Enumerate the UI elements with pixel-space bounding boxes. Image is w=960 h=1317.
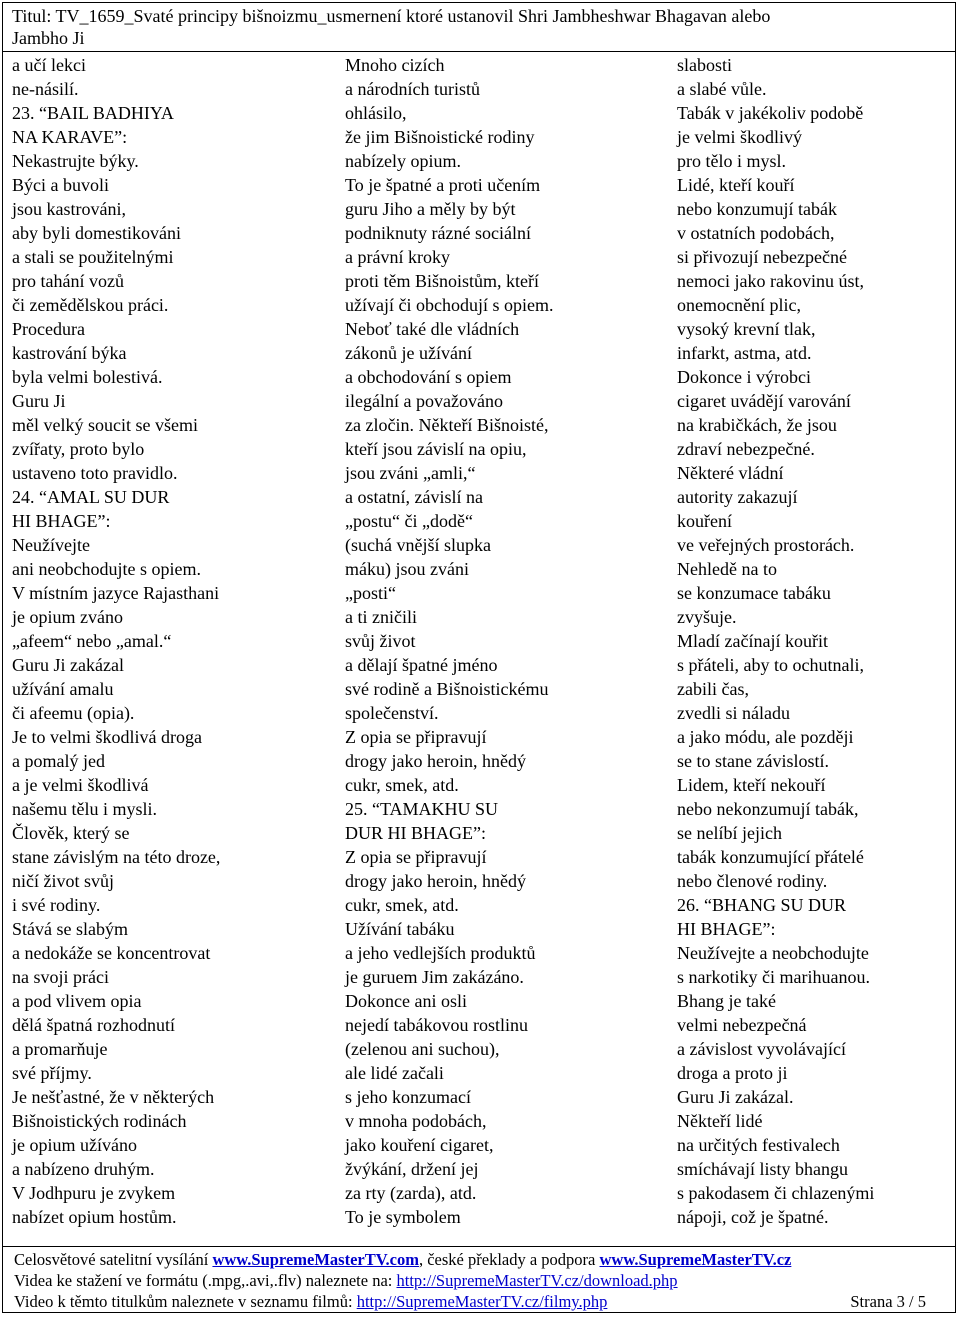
text-line: a závislost vyvolávající — [677, 1039, 846, 1059]
text-line: Někteří lidé — [677, 1111, 763, 1131]
text-line: „afeem“ nebo „amal.“ — [12, 631, 172, 651]
title-line-2: Jambho Ji — [12, 28, 85, 48]
text-line: Dokonce ani osli — [345, 991, 467, 1011]
supremetv-com-link[interactable]: www.SupremeMasterTV.com — [212, 1250, 419, 1269]
text-line: že jim Bišnoistické rodiny — [345, 127, 535, 147]
text-line: autority zakazují — [677, 487, 798, 507]
text-line: jsou kastrováni, — [12, 199, 126, 219]
text-line: Stává se slabým — [12, 919, 128, 939]
text-line: kteří jsou závislí na opiu, — [345, 439, 527, 459]
text-line: se nelíbí jejich — [677, 823, 782, 843]
text-line: Lidé, kteří kouří — [677, 175, 795, 195]
text-line: žvýkání, držení jej — [345, 1159, 479, 1179]
text-line: cukr, smek, atd. — [345, 775, 459, 795]
text-line: proti těm Bišnoistům, kteří — [345, 271, 539, 291]
text-line: s pakodasem či chlazenými — [677, 1183, 875, 1203]
text-line: v ostatních podobách, — [677, 223, 835, 243]
text-line: a právní kroky — [345, 247, 450, 267]
text-column-2 — [345, 53, 553, 1229]
document-title — [2, 2, 956, 52]
text-line: či afeemu (opia). — [12, 703, 135, 723]
films-link[interactable]: http://SupremeMasterTV.cz/filmy.php — [356, 1292, 608, 1311]
text-line: Člověk, který se — [12, 823, 130, 843]
text-line: Z opia se připravují — [345, 727, 487, 747]
text-line: a ostatní, závislí na — [345, 487, 483, 507]
text-line: HI BHAGE”: — [677, 919, 776, 939]
text-line: a pod vlivem opia — [12, 991, 142, 1011]
text-line: nebo nekonzumují tabák, — [677, 799, 859, 819]
text-line: Je nešťastné, že v některých — [12, 1087, 215, 1107]
text-line: To je symbolem — [345, 1207, 461, 1227]
text-line: droga a proto ji — [677, 1063, 788, 1083]
text-line: nabízely opium. — [345, 151, 461, 171]
text-line: si přivozují nebezpečné — [677, 247, 847, 267]
text-line: na svoji práci — [12, 967, 109, 987]
text-line: a promarňuje — [12, 1039, 108, 1059]
text-line: zdraví nebezpečné. — [677, 439, 815, 459]
text-line: Dokonce i výrobci — [677, 367, 811, 387]
text-line: kouření — [677, 511, 732, 531]
text-line: ohlásilo, — [345, 103, 407, 123]
text-line: Užívání tabáku — [345, 919, 455, 939]
text-line: na určitých festivalech — [677, 1135, 840, 1155]
text-line: a jako módu, ale později — [677, 727, 854, 747]
text-line: velmi nebezpečná — [677, 1015, 807, 1035]
text-line: Z opia se připravují — [345, 847, 487, 867]
text-line: (zelenou ani suchou), — [345, 1039, 500, 1059]
footer-line-2 — [14, 1270, 956, 1291]
text-line: a slabé vůle. — [677, 79, 767, 99]
text-line: Guru Ji — [12, 391, 66, 411]
text-line: zvířaty, proto bylo — [12, 439, 145, 459]
text-line: nemoci jako rakovinu úst, — [677, 271, 864, 291]
text-line: cigaret uvádějí varování — [677, 391, 851, 411]
text-line: je guruem Jim zakázáno. — [345, 967, 524, 987]
text-line: HI BHAGE”: — [12, 511, 111, 531]
text-line: a ti zničili — [345, 607, 417, 627]
text-line: je opium užíváno — [12, 1135, 137, 1155]
text-line: jako kouření cigaret, — [345, 1135, 494, 1155]
text-line: a je velmi škodlivá — [12, 775, 149, 795]
text-line: smíchávají listy bhangu — [677, 1159, 848, 1179]
text-line: v mnoha podobách, — [345, 1111, 487, 1131]
text-line: nejedí tabákovou rostlinu — [345, 1015, 528, 1035]
text-line: se to stane závislostí. — [677, 751, 829, 771]
text-line: našemu tělu i mysli. — [12, 799, 157, 819]
text-line: Některé vládní — [677, 463, 784, 483]
text-line: tabák konzumující přátelé — [677, 847, 864, 867]
text-line: dělá špatná rozhodnutí — [12, 1015, 175, 1035]
text-line: s přáteli, aby to ochutnali, — [677, 655, 864, 675]
text-line: i své rodiny. — [12, 895, 101, 915]
text-line: Guru Ji zakázal. — [677, 1087, 794, 1107]
text-line: s jeho konzumací — [345, 1087, 471, 1107]
text-line: Býci a buvoli — [12, 175, 109, 195]
page-footer — [2, 1246, 956, 1313]
text-line: je opium zváno — [12, 607, 123, 627]
text-line: V Jodhpuru je zvykem — [12, 1183, 176, 1203]
text-line: měl velký soucit se všemi — [12, 415, 198, 435]
text-line: Neboť také dle vládních — [345, 319, 520, 339]
text-line: Neužívejte — [12, 535, 90, 555]
text-line: To je špatné a proti učením — [345, 175, 541, 195]
text-line: Guru Ji zakázal — [12, 655, 124, 675]
text-line: za rty (zarda), atd. — [345, 1183, 477, 1203]
text-line: ne-násilí. — [12, 79, 79, 99]
text-line: Bišnoistických rodinách — [12, 1111, 187, 1131]
text-line: s narkotiky či marihuanou. — [677, 967, 870, 987]
footer-films-text: Video k těmto titulkům naleznete v seznamu filmů: — [14, 1292, 357, 1311]
text-line: kastrování býka — [12, 343, 127, 363]
download-link[interactable]: http://SupremeMasterTV.cz/download.php — [396, 1271, 678, 1290]
text-line: 25. “TAMAKHU SU — [345, 799, 499, 819]
text-line: NA KARAVE”: — [12, 127, 128, 147]
text-line: užívání amalu — [12, 679, 114, 699]
text-line: a nedokáže se koncentrovat — [12, 943, 211, 963]
text-line: onemocnění plic, — [677, 295, 801, 315]
text-line: nebo členové rodiny. — [677, 871, 828, 891]
text-line: zákonů je užívání — [345, 343, 472, 363]
text-line: Neužívejte a neobchodujte — [677, 943, 869, 963]
text-line: 23. “BAIL BADHIYA — [12, 103, 174, 123]
text-line: ustaveno toto pravidlo. — [12, 463, 178, 483]
text-line: pro tělo i mysl. — [677, 151, 786, 171]
text-line: a národních turistů — [345, 79, 480, 99]
text-line: své příjmy. — [12, 1063, 92, 1083]
text-line: či zemědělskou práci. — [12, 295, 169, 315]
text-line: nabízet opium hostům. — [12, 1207, 177, 1227]
text-line: a obchodování s opiem — [345, 367, 512, 387]
text-line: a stali se použitelnými — [12, 247, 174, 267]
text-line: (suchá vnější slupka — [345, 535, 491, 555]
text-line: zvyšuje. — [677, 607, 737, 627]
text-line: Je to velmi škodlivá droga — [12, 727, 202, 747]
text-line: 24. “AMAL SU DUR — [12, 487, 170, 507]
text-line: Nekastrujte býky. — [12, 151, 139, 171]
text-line: infarkt, astma, atd. — [677, 343, 812, 363]
text-line: guru Jiho a měly by být — [345, 199, 516, 219]
footer-translation-text: , české překlady a podpora — [418, 1250, 600, 1269]
text-line: „posti“ — [345, 583, 396, 603]
text-line: za zločin. Někteří Bišnoisté, — [345, 415, 549, 435]
text-line: Nehledě na to — [677, 559, 777, 579]
text-line: zvedli si náladu — [677, 703, 790, 723]
text-line: ničí život svůj — [12, 871, 114, 891]
text-line: a dělají špatné jméno — [345, 655, 498, 675]
footer-download-text: Videa ke stažení ve formátu (.mpg,.avi,.flv) naleznete na: — [14, 1271, 397, 1290]
text-line: cukr, smek, atd. — [345, 895, 459, 915]
text-line: a pomalý jed — [12, 751, 105, 771]
text-line: drogy jako heroin, hnědý — [345, 871, 526, 891]
text-column-3 — [677, 53, 874, 1229]
text-line: slabosti — [677, 55, 733, 75]
footer-line-3 — [14, 1291, 956, 1312]
text-line: na krabičkách, že jsou — [677, 415, 837, 435]
text-line: se konzumace tabáku — [677, 583, 831, 603]
text-line: užívají či obchodují s opiem. — [345, 295, 554, 315]
text-line: drogy jako heroin, hnědý — [345, 751, 526, 771]
text-line: Procedura — [12, 319, 85, 339]
text-line: Mladí začínají kouřit — [677, 631, 828, 651]
text-line: aby byli domestikováni — [12, 223, 181, 243]
text-line: zabili čas, — [677, 679, 749, 699]
text-column-1 — [12, 53, 220, 1229]
text-line: Lidem, kteří nekouří — [677, 775, 826, 795]
text-line: pro tahání vozů — [12, 271, 124, 291]
text-line: ilegální a považováno — [345, 391, 503, 411]
text-line: Mnoho cizích — [345, 55, 445, 75]
text-line: a učí lekci — [12, 55, 86, 75]
text-line: „postu“ či „dodě“ — [345, 511, 473, 531]
text-line: nápoji, což je špatné. — [677, 1207, 829, 1227]
text-line: DUR HI BHAGE”: — [345, 823, 486, 843]
text-line: stane závislým na této droze, — [12, 847, 221, 867]
text-line: ve veřejných prostorách. — [677, 535, 855, 555]
page-number: Strana 3 / 5 — [850, 1292, 926, 1311]
text-line: máku) jsou zváni — [345, 559, 469, 579]
supremetv-cz-link[interactable]: www.SupremeMasterTV.cz — [599, 1250, 792, 1269]
text-line: a jeho vedlejších produktů — [345, 943, 536, 963]
text-line: Bhang je také — [677, 991, 776, 1011]
text-line: podniknuty rázné sociální — [345, 223, 531, 243]
text-line: jsou zváni „amli,“ — [345, 463, 476, 483]
text-line: a nabízeno druhým. — [12, 1159, 155, 1179]
text-line: V místním jazyce Rajasthani — [12, 583, 220, 603]
text-line: své rodině a Bišnoistickému — [345, 679, 549, 699]
footer-broadcast-text: Celosvětové satelitní vysílání — [14, 1250, 213, 1269]
title-line-1: Titul: TV_1659_Svaté principy bišnoizmu_usmernení ktoré ustanovil Shri Jambheshwar Bhagavan alebo — [12, 6, 771, 26]
footer-line-1 — [14, 1249, 956, 1270]
text-line: společenství. — [345, 703, 439, 723]
text-line: Tabák v jakékoliv podobě — [677, 103, 864, 123]
text-line: nebo konzumují tabák — [677, 199, 837, 219]
text-line: byla velmi bolestivá. — [12, 367, 163, 387]
text-line: svůj život — [345, 631, 416, 651]
text-line: je velmi škodlivý — [677, 127, 802, 147]
text-line: vysoký krevní tlak, — [677, 319, 816, 339]
text-line: 26. “BHANG SU DUR — [677, 895, 847, 915]
text-line: ani neobchodujte s opiem. — [12, 559, 201, 579]
text-line: ale lidé začali — [345, 1063, 444, 1083]
